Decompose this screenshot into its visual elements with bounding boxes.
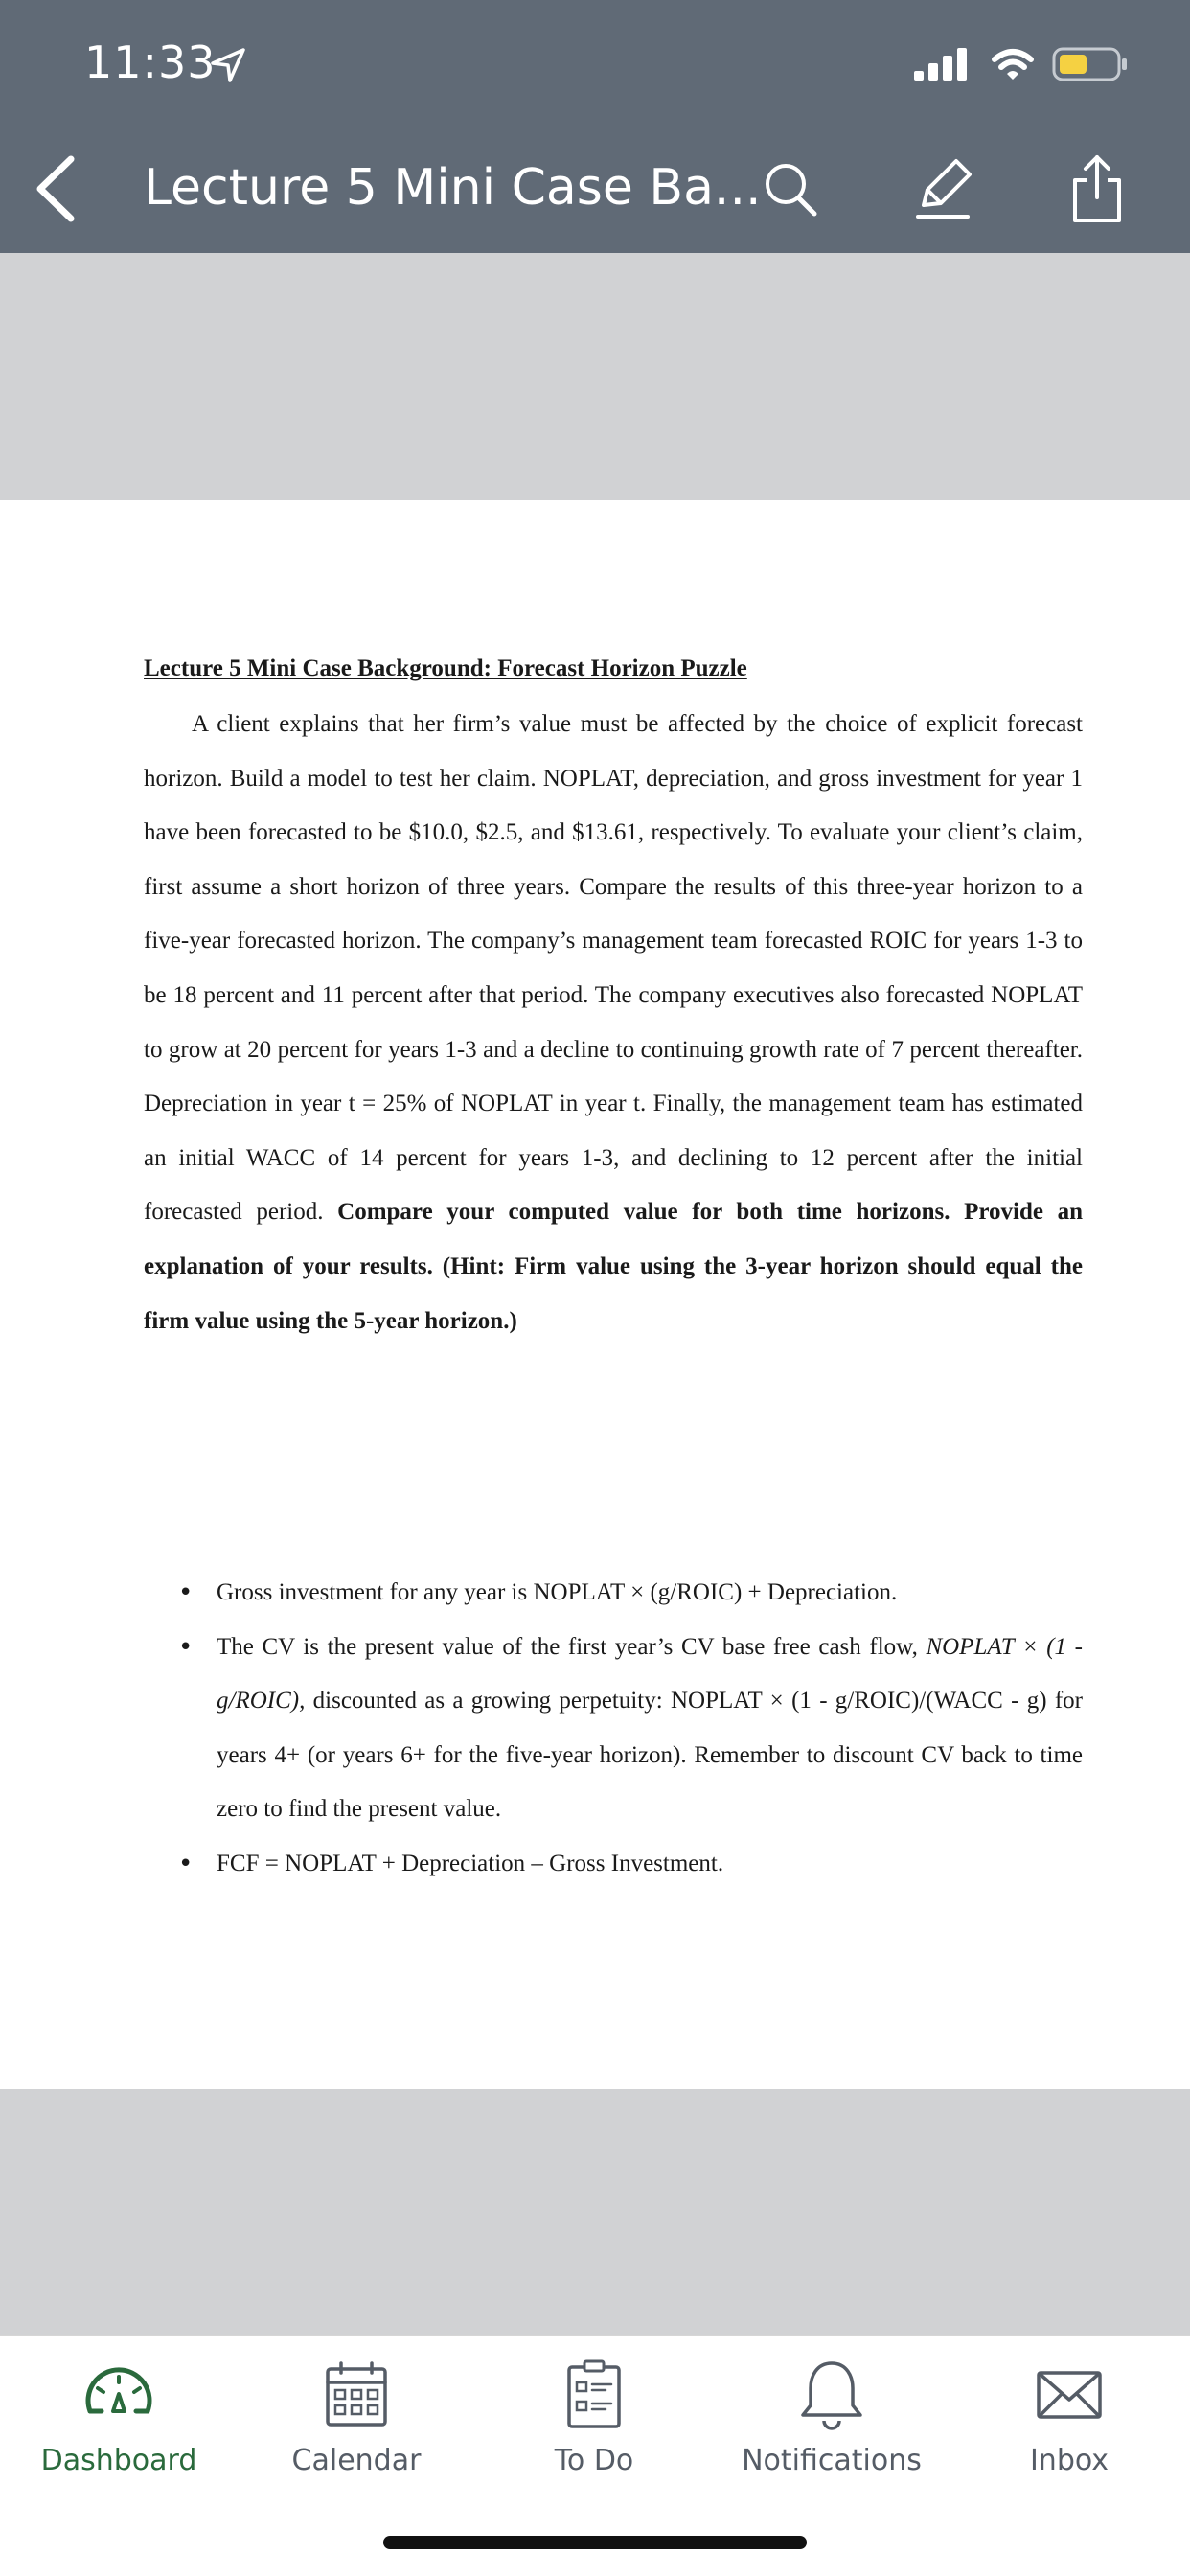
bullet-text: Gross investment for any year is NOPLAT × (g/ROIC) + Depreciation. bbox=[217, 1579, 898, 1605]
envelope-icon bbox=[1031, 2356, 1108, 2432]
tab-label: Inbox bbox=[1029, 2444, 1110, 2477]
location-arrow-icon bbox=[209, 46, 247, 84]
tab-label: Calendar bbox=[291, 2444, 422, 2477]
highlighter-icon[interactable] bbox=[912, 153, 979, 224]
bullet-italic-text: NOPLAT × (1 - g/ROIC), bbox=[217, 1633, 1083, 1714]
tab-dashboard[interactable] bbox=[13, 2356, 224, 2509]
tab-label: To Do bbox=[554, 2444, 634, 2477]
document-paragraph bbox=[144, 698, 1083, 1348]
search-icon[interactable] bbox=[757, 153, 824, 224]
list-item bbox=[178, 1566, 1083, 1621]
todo-clipboard-icon bbox=[556, 2356, 632, 2432]
tab-todo[interactable] bbox=[489, 2356, 699, 2509]
wifi-icon bbox=[991, 46, 1035, 82]
battery-icon bbox=[1052, 46, 1129, 82]
back-button[interactable] bbox=[29, 153, 82, 224]
bullet-text: FCF = NOPLAT + Depreciation – Gross Investment. bbox=[217, 1850, 724, 1876]
list-item bbox=[178, 1837, 1083, 1892]
bullet-list bbox=[178, 1566, 1083, 1892]
tab-notifications[interactable] bbox=[726, 2356, 937, 2509]
calendar-icon bbox=[318, 2356, 395, 2432]
cellular-signal-icon bbox=[912, 46, 970, 82]
dashboard-gauge-icon bbox=[80, 2356, 157, 2432]
tab-label: Dashboard bbox=[40, 2444, 197, 2477]
tab-inbox[interactable] bbox=[964, 2356, 1175, 2509]
battery-level bbox=[1060, 55, 1087, 74]
list-item bbox=[178, 1621, 1083, 1837]
bell-icon bbox=[793, 2356, 870, 2432]
home-indicator bbox=[383, 2536, 807, 2549]
tab-calendar[interactable] bbox=[251, 2356, 462, 2509]
top-bar bbox=[0, 0, 1190, 253]
document-page bbox=[0, 500, 1190, 2089]
status-time: 11:33 bbox=[84, 36, 217, 88]
share-icon[interactable] bbox=[1064, 153, 1131, 224]
paragraph-bold-text: Compare your computed value for both time horizons. Provide an explanation of your results. (Hint: Firm value using the 3-year horizon should equal the firm value using the 5-year horizon.) bbox=[144, 1199, 1084, 1334]
document-heading: Lecture 5 Mini Case Background: Forecast Horizon Puzzle bbox=[144, 656, 747, 681]
bullet-text: discounted as a growing perpetuity: NOPLAT × (1 - g/ROIC)/(WACC - g) for years 4+ (or years 6+ for the five-year horizon). Remember to discount CV back to time zero to find the present value. bbox=[217, 1688, 1083, 1823]
tab-label: Notifications bbox=[742, 2444, 922, 2477]
paragraph-text: A client explains that her firm’s value must be affected by the choice of explicit forecast horizon. Build a model to test her claim. NOPLAT, depreciation, and gross investment for year 1 have been forecasted to be $10.0, $2.5, and $13.61, respectively. To evaluate your client’s claim, first assume a short horizon of three years. Compare the results of this three-year horizon to a five-year forecasted horizon. The company’s management team forecasted ROIC for years 1-3 to be 18 percent and 11 percent after that period. The company executives also forecasted NOPLAT to grow at 20 percent for years 1-3 and a decline to continuing growth rate of 7 percent thereafter. Depreciation in year t = 25% of NOPLAT in year t. Finally, the management team has estimated an initial WACC of 14 percent for years 1-3, and declining to 12 percent after the initial forecasted period. bbox=[144, 711, 1083, 1226]
bullet-text: The CV is the present value of the first year’s CV base free cash flow, bbox=[217, 1633, 927, 1660]
document-title: Lecture 5 Mini Case Ba... bbox=[144, 159, 762, 217]
